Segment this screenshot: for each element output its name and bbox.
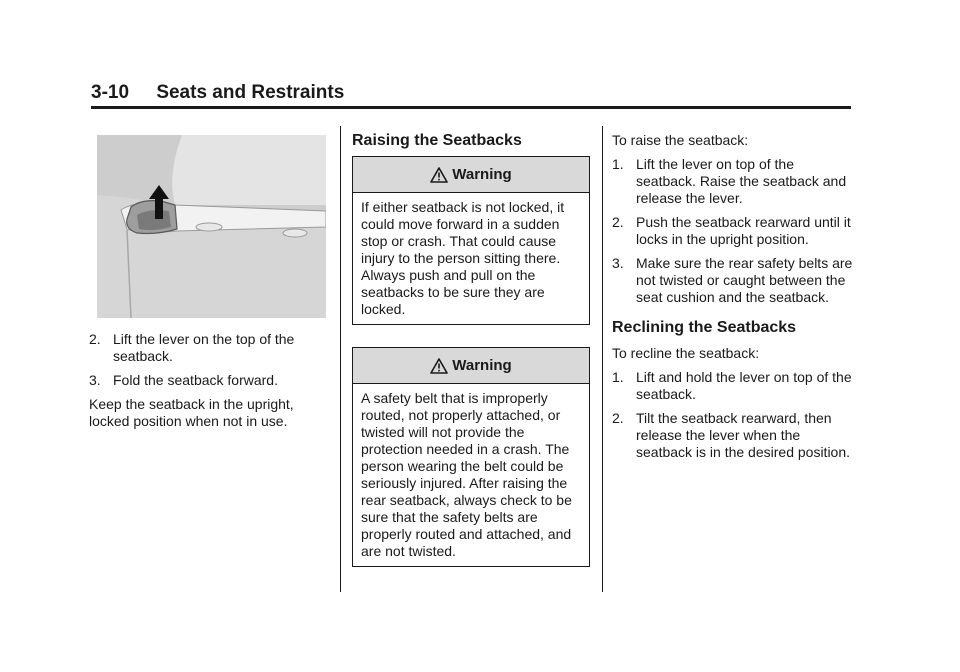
section-heading: Reclining the Seatbacks [612,319,797,336]
seatback-lever-figure [97,135,326,318]
list-item: 3. Make sure the rear safety belts are not twisted or caught between the seat cushion and the seatback. [612,255,853,305]
page-header [91,82,851,109]
section-title: Seats and Restraints [156,82,345,103]
column-divider [602,126,603,592]
warning-box [352,156,590,325]
list-item: 3. Fold the seatback forward. [89,372,278,388]
list-item: 1. Lift the lever on top of the seatback. Raise the seatback and release the lever. [612,156,847,206]
warning-title: Warning [452,357,512,374]
recline-steps-list [612,369,856,461]
warning-text: If either seatback is not locked, it could move forward in a sudden stop or crash. That could cause injury to the person sitting there. Always push and pull on the seatbacks to be sure they are locked. [361,199,565,317]
list-item: 2. Push the seatback rearward until it locks in the upright position. [612,214,851,247]
warning-header [353,157,589,193]
body-paragraph: Keep the seatback in the upright, locked position when not in use. [89,396,294,429]
warning-triangle-icon [430,358,448,374]
warning-triangle-icon [430,167,448,183]
column-divider [340,126,341,592]
lower-steps-list [89,331,327,389]
raise-intro: To raise the seatback: [612,132,749,148]
warning-box [352,347,590,567]
recline-intro: To recline the seatback: [612,345,760,361]
warning-body [353,193,589,324]
list-item: 2. Tilt the seatback rearward, then release the lever when the seatback is in the desired position. [612,410,851,460]
warning-header [353,348,589,384]
section-heading: Raising the Seatbacks [352,132,522,149]
warning-text: A safety belt that is improperly routed, not properly attached, or twisted will not provide the protection needed in a crash. The person wearing the belt could be seriously injured. After raising the rear seatback, always check to be sure that the safety belts are properly routed and attached, and are not twisted. [361,390,572,559]
list-item: 2. Lift the lever on the top of the seatback. [89,331,295,364]
list-item: 1. Lift and hold the lever on top of the seatback. [612,369,852,402]
warning-title: Warning [452,166,512,183]
warning-body [353,384,589,566]
raise-steps-list [612,156,856,306]
right-column-text [612,132,856,468]
raising-heading-block [352,131,590,150]
left-column-text [89,331,327,437]
page-number: 3-10 [91,82,130,103]
seatback-lever-lift-illustration-icon [97,135,326,318]
